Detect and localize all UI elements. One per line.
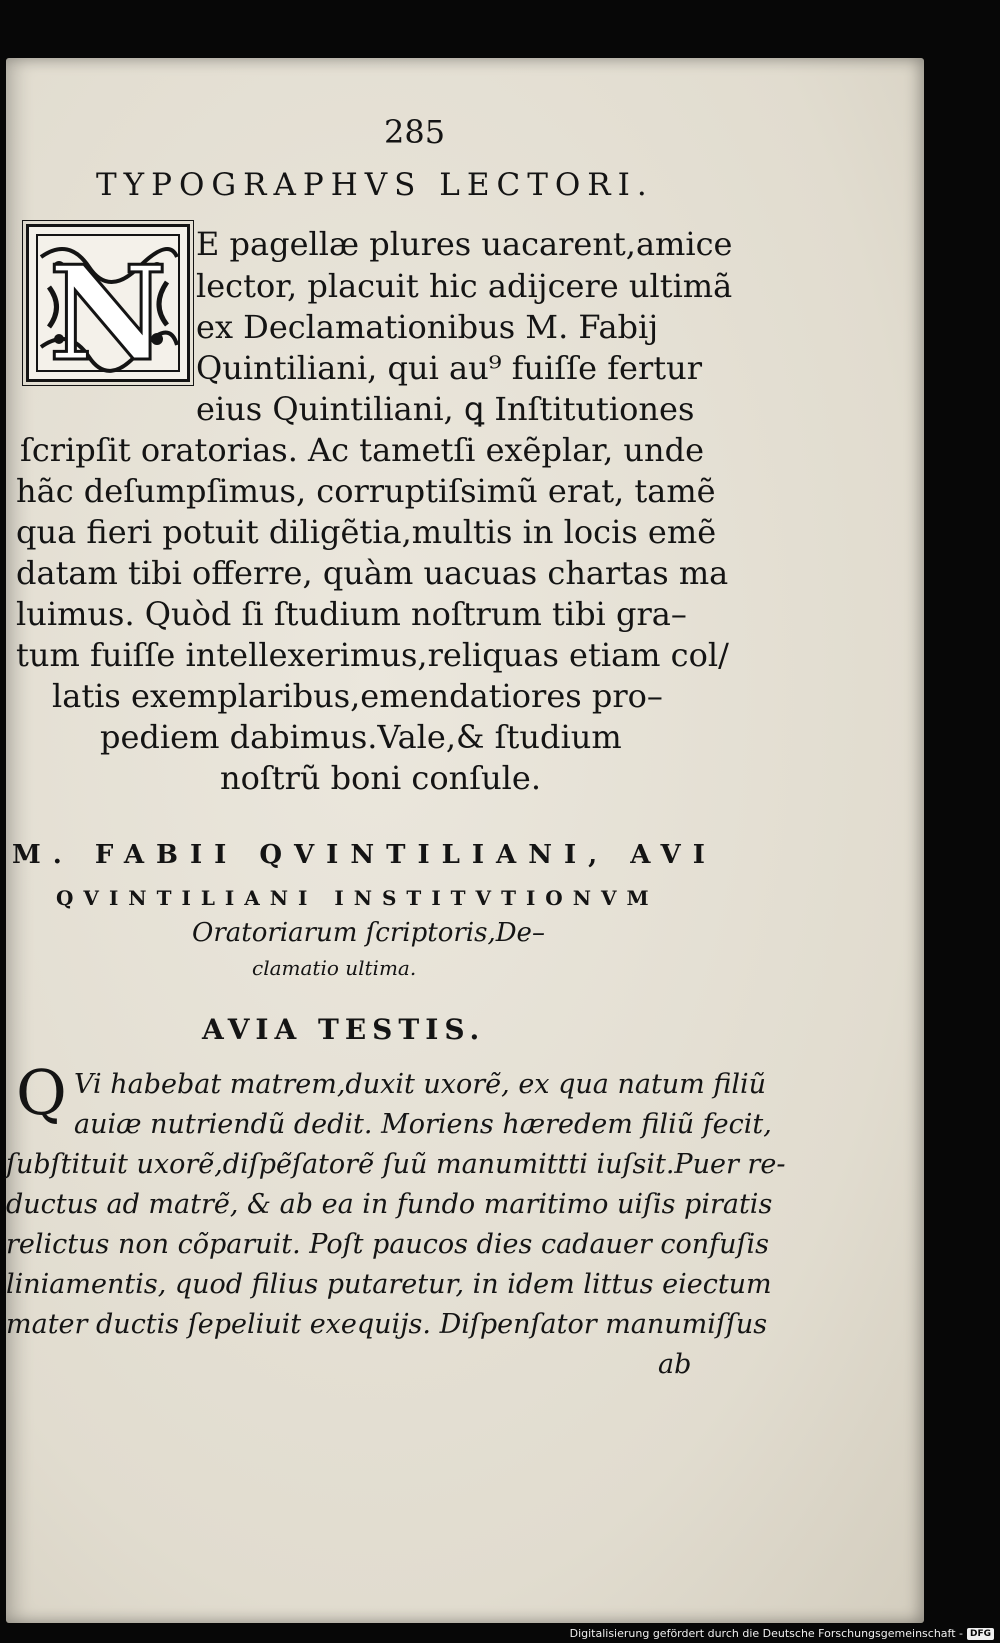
italic-line: liniamentis, quod filius putaretur, in idem littus eiectum xyxy=(6,1269,772,1300)
footer-text: Digitalisierung gefördert durch die Deutsche Forschungsgemeinschaft - xyxy=(569,1627,963,1640)
body-line: qua fieri potuit diligẽtia,multis in locis emẽ xyxy=(16,513,717,551)
catchword: ab xyxy=(658,1349,692,1380)
body-line: hãc deſumpſimus, corruptiſsimũ erat, tamẽ xyxy=(16,472,716,510)
initial-letter: N xyxy=(48,237,168,390)
page-header: TYPOGRAPHVS LECTORI. xyxy=(96,167,654,203)
body-line: pediem dabimus.Vale,& ſtudium xyxy=(100,718,622,756)
body-line: ſcripſit oratorias. Ac tametſi exẽplar, unde xyxy=(20,431,705,469)
funding-footer xyxy=(570,1627,994,1640)
body-line: tum fuiſſe intellexerimus,reliquas etiam col/ xyxy=(16,636,729,674)
book-page xyxy=(6,58,924,1623)
italic-line: relictus non cõparuit. Poſt paucos dies cadauer confuſis xyxy=(6,1229,770,1260)
body-line: latis exemplaribus,emendatiores pro– xyxy=(52,677,663,715)
body-line: lector, placuit hic adijcere ultimã xyxy=(196,267,733,305)
italic-line: Vi habebat matrem,duxit uxorẽ, ex qua natum filiũ xyxy=(74,1069,767,1100)
italic-line: ſubſtituit uxorẽ,diſpẽſatorẽ ſuũ manumittti iuſsit.Puer re- xyxy=(6,1149,786,1180)
italic-line: ductus ad matrẽ, & ab ea in fundo maritimo uiſis piratis xyxy=(6,1189,773,1220)
body-line: E pagellæ plures uacarent,amice xyxy=(196,225,733,263)
declamation-subtitle: Oratoriarum ſcriptoris,De– xyxy=(192,918,545,948)
body-line: ex Declamationibus M. Fabij xyxy=(196,308,659,346)
body-line: luimus. Quòd ſi ſtudium noſtrum tibi gra– xyxy=(16,595,687,633)
drop-letter: Q xyxy=(16,1056,67,1129)
decorated-initial xyxy=(26,224,190,390)
declamation-title: QVINTILIANI INSTITVTIONVM xyxy=(56,886,659,910)
body-line: Quintiliani, qui au⁹ fuiſſe fertur xyxy=(196,349,703,387)
declamation-subtitle: clamatio ultima. xyxy=(252,956,417,980)
dfg-logo-icon: DFG xyxy=(967,1628,994,1640)
italic-line: mater ductis ſepeliuit exequijs. Diſpenſator manumiſſus xyxy=(6,1309,768,1340)
section-title: AVIA TESTIS. xyxy=(202,1013,486,1046)
italic-line: auiæ nutriendũ dedit. Moriens hæredem filiũ fecit, xyxy=(74,1109,772,1140)
page-number: 285 xyxy=(384,113,446,151)
body-line: eius Quintiliani, ꝗ Inſtitutiones xyxy=(196,390,695,428)
body-line: noſtrũ boni conſule. xyxy=(220,759,542,797)
declamation-title: M. FABII QVINTILIANI, AVI xyxy=(12,840,717,870)
body-line: datam tibi offerre, quàm uacuas chartas ma xyxy=(16,554,729,592)
